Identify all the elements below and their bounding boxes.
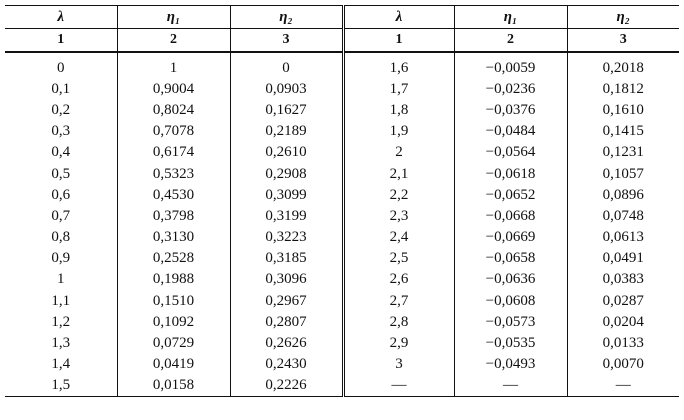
cell-lambda: 0,8 [51,229,71,246]
cell-eta2: 0,0903 [230,78,343,99]
cell-eta2: 0,2967 [230,290,343,311]
header-row [5,6,679,29]
cell-eta1: 0,5323 [117,163,230,184]
cell-eta1: −0,0535 [454,332,567,353]
cell-eta1: −0,0652 [454,184,567,205]
cell-eta2: 0,0070 [567,354,679,375]
cell-lambda: 2,2 [343,184,454,205]
cell-lambda: 0,5 [51,165,71,182]
cell-eta2: 0,3223 [230,227,343,248]
cell-eta2: — [567,375,679,397]
cell-lambda: 2,5 [343,248,454,269]
table-row [5,269,679,290]
cell-lambda: 1,5 [5,375,117,397]
cell-eta2: 0,0491 [567,248,679,269]
header-eta2: η₂ [567,6,679,29]
cell-eta2: 0,2189 [230,121,343,142]
cell-eta2: 0 [230,52,343,78]
cell-lambda: 0,6 [51,186,71,203]
table-container [5,5,679,414]
column-number: 3 [230,29,343,53]
cell-eta2: 0,1231 [567,142,679,163]
header-eta1: η₁ [454,6,567,29]
table-row [5,52,679,78]
cell-eta1: −0,0669 [454,227,567,248]
cell-lambda: 1,7 [343,78,454,99]
cell-eta1: 0,6174 [117,142,230,163]
cell-lambda: 2,8 [343,311,454,332]
cell-lambda: 0,2 [51,101,71,118]
cell-lambda: 1 [57,271,65,288]
data-table [5,5,679,397]
cell-eta1: 0,4530 [117,184,230,205]
cell-eta1: 0,8024 [117,99,230,120]
cell-eta1: 0,3130 [117,227,230,248]
table-row [5,290,679,311]
table-row [5,227,679,248]
cell-eta2: 0,0133 [567,332,679,353]
cell-eta2: 0,3099 [230,184,343,205]
column-number: 1 [5,29,117,53]
cell-eta2: 0,0383 [567,269,679,290]
cell-eta1: 0,2528 [117,248,230,269]
table-row [5,248,679,269]
cell-eta1: −0,0564 [454,142,567,163]
cell-eta1: 0,1988 [117,269,230,290]
cell-lambda: 0 [57,59,65,76]
cell-eta1: −0,0236 [454,78,567,99]
cell-eta1: 0,1510 [117,290,230,311]
cell-eta1: 0,1092 [117,311,230,332]
column-number-row [5,29,679,53]
cell-eta2: 0,1415 [567,121,679,142]
column-number: 2 [454,29,567,53]
cell-eta2: 0,0613 [567,227,679,248]
cell-lambda: 2 [343,142,454,163]
cell-eta1: −0,0668 [454,205,567,226]
cell-eta1: 0,0419 [117,354,230,375]
cell-eta1: 0,3798 [117,205,230,226]
table-row [5,142,679,163]
table-row [5,311,679,332]
cell-eta1: −0,0484 [454,121,567,142]
cell-eta1: −0,0658 [454,248,567,269]
cell-eta1: −0,0573 [454,311,567,332]
cell-eta2: 0,0287 [567,290,679,311]
cell-eta2: 0,0204 [567,311,679,332]
cell-eta1: −0,0618 [454,163,567,184]
cell-lambda: 1,4 [51,356,71,373]
table-body [5,52,679,397]
cell-eta1: −0,0376 [454,99,567,120]
header-lambda: λ [5,6,117,29]
cell-lambda: 1,9 [343,121,454,142]
cell-eta2: 0,0748 [567,205,679,226]
cell-eta1: 0,0158 [117,375,230,397]
cell-eta1: −0,0059 [454,52,567,78]
cell-eta2: 0,2807 [230,311,343,332]
cell-eta2: 0,2226 [230,375,343,397]
cell-eta1: 0,0729 [117,332,230,353]
cell-eta2: 0,2626 [230,332,343,353]
cell-eta1: −0,0493 [454,354,567,375]
cell-eta2: 0,3096 [230,269,343,290]
cell-lambda: 1,6 [343,52,454,78]
table-row [5,332,679,353]
cell-lambda: 0,4 [51,144,71,161]
table-row [5,354,679,375]
cell-lambda: 0,7 [51,207,71,224]
cell-lambda: 1,1 [51,292,71,309]
header-eta2: η₂ [230,6,343,29]
table-row [5,99,679,120]
cell-eta1: — [454,375,567,397]
table-row [5,205,679,226]
cell-lambda: 2,6 [343,269,454,290]
cell-eta2: 0,2908 [230,163,343,184]
table-row [5,121,679,142]
cell-lambda: 1,8 [343,99,454,120]
cell-eta1: 0,9004 [117,78,230,99]
cell-eta2: 0,3199 [230,205,343,226]
cell-lambda: 1,2 [51,313,71,330]
header-eta1: η₁ [117,6,230,29]
cell-lambda: 2,9 [343,332,454,353]
cell-lambda: 0,9 [51,250,71,267]
cell-eta2: 0,2430 [230,354,343,375]
cell-lambda: 2,7 [343,290,454,311]
cell-eta2: 0,1057 [567,163,679,184]
cell-eta2: 0,1812 [567,78,679,99]
cell-eta1: −0,0608 [454,290,567,311]
cell-lambda: 0,1 [51,80,71,97]
cell-lambda: 0,3 [51,123,71,140]
cell-eta2: 0,1610 [567,99,679,120]
cell-eta2: 0,0896 [567,184,679,205]
cell-eta1: 1 [117,52,230,78]
cell-eta2: 0,2610 [230,142,343,163]
cell-lambda: 2,4 [343,227,454,248]
table-row [5,78,679,99]
table-row [5,375,679,397]
table-row [5,184,679,205]
table-row [5,163,679,184]
cell-eta2: 0,2018 [567,52,679,78]
column-number: 1 [343,29,454,53]
header-lambda: λ [343,6,454,29]
cell-lambda: 3 [343,354,454,375]
column-number: 2 [117,29,230,53]
cell-lambda: 2,1 [343,163,454,184]
cell-eta2: 0,1627 [230,99,343,120]
cell-eta1: −0,0636 [454,269,567,290]
cell-eta1: 0,7078 [117,121,230,142]
cell-eta2: 0,3185 [230,248,343,269]
cell-lambda: — [343,375,454,397]
column-number: 3 [567,29,679,53]
cell-lambda: 2,3 [343,205,454,226]
cell-lambda: 1,3 [51,335,71,352]
